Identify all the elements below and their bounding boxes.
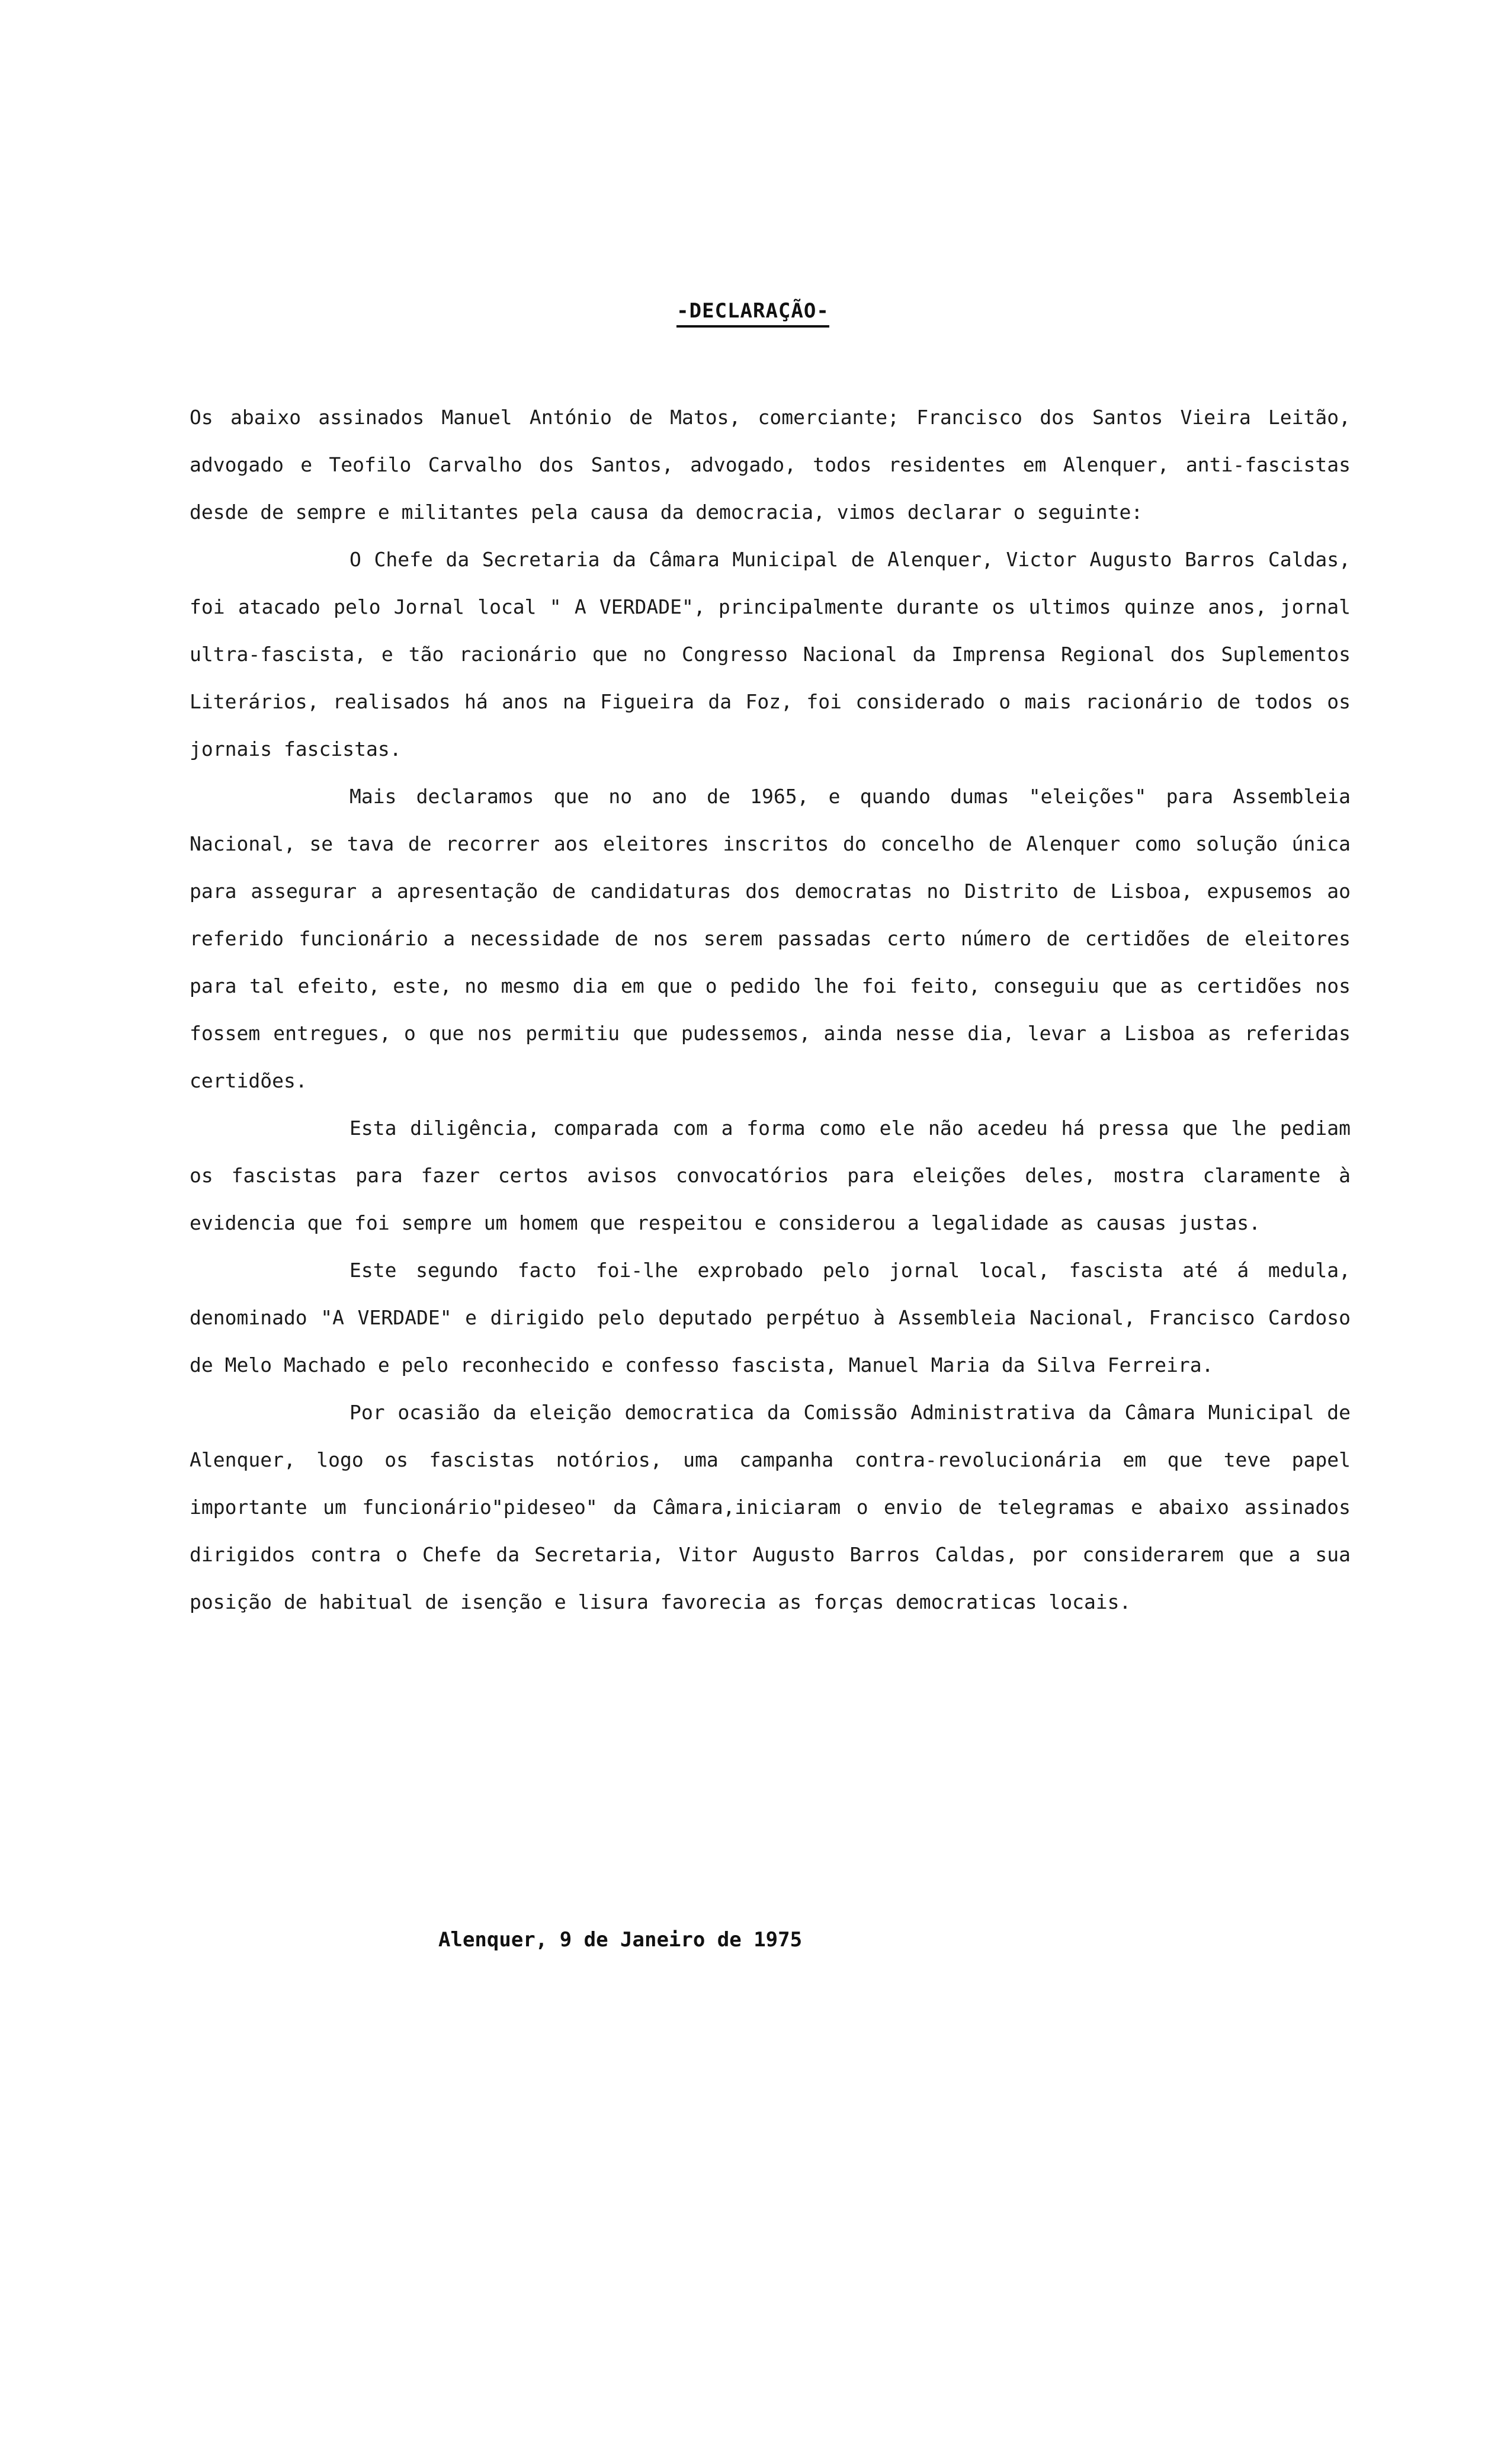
document-body (190, 394, 1351, 1626)
document-title (0, 299, 1488, 323)
paragraph-chefe: O Chefe da Secretaria da Câmara Municipal de Alenquer, Victor Augusto Barros Caldas, foi atacado pelo Jornal local " A VERDADE", principalmente durante os ultimos quinze anos, jornal ultra-fascista, e tão racionário que no Congresso Nacional da Imprensa Regional dos Suplementos Literários, realisados há anos na Figueira da Foz, foi considerado o mais racionário de todos os jornais fascistas. (190, 548, 1351, 761)
paragraph-1965: Mais declaramos que no ano de 1965, e quando dumas "eleições" para Assembleia Nacional, se tava de recorrer aos eleitores inscritos do concelho de Alenquer como solução única para assegurar a apresentação de candidaturas dos democratas no Distrito de Lisboa, expusemos ao referido funcionário a necessidade de nos serem passadas certo número de certidões de eleitores para tal efeito, este, no mesmo dia em que o pedido lhe foi feito, conseguiu que as certidões nos fossem entregues, o que nos permitiu que pudessemos, ainda nesse dia, levar a Lisboa as referidas certidões. (190, 785, 1351, 1092)
paragraph-eleicao: Por ocasião da eleição democratica da Comissão Administrativa da Câmara Municipal de Alenquer, logo os fascistas notórios, uma campanha contra-revolucionária em que teve papel importante um funcionário"pideseo" da Câmara,iniciaram o envio de telegramas e abaixo assinados dirigidos contra o Chefe da Secretaria, Vitor Augusto Barros Caldas, por considerarem que a sua posição de habitual de isenção e lisura favorecia as forças democraticas locais. (190, 1401, 1351, 1613)
date-line: Alenquer, 9 de Janeiro de 1975 (438, 1928, 803, 1952)
document-title-text: -DECLARAÇÃO- (676, 299, 829, 328)
paragraph-segundo-facto: Este segundo facto foi-lhe exprobado pelo jornal local, fascista até á medula, denominado "A VERDADE" e dirigido pelo deputado perpétuo à Assembleia Nacional, Francisco Cardoso de Melo Machado e pelo reconhecido e confesso fascista, Manuel Maria da Silva Ferreira. (190, 1259, 1351, 1377)
paragraph-intro: Os abaixo assinados Manuel António de Matos, comerciante; Francisco dos Santos Vieira Leitão, advogado e Teofilo Carvalho dos Santos, advogado, todos residentes em Alenquer, anti-fascistas desde de sempre e militantes pela causa da democracia, vimos declarar o seguinte: (190, 406, 1351, 524)
paragraph-diligencia: Esta diligência, comparada com a forma como ele não acedeu há pressa que lhe pediam os fascistas para fazer certos avisos convocatórios para eleições deles, mostra claramente à evidencia que foi sempre um homem que respeitou e considerou a legalidade as causas justas. (190, 1116, 1351, 1234)
